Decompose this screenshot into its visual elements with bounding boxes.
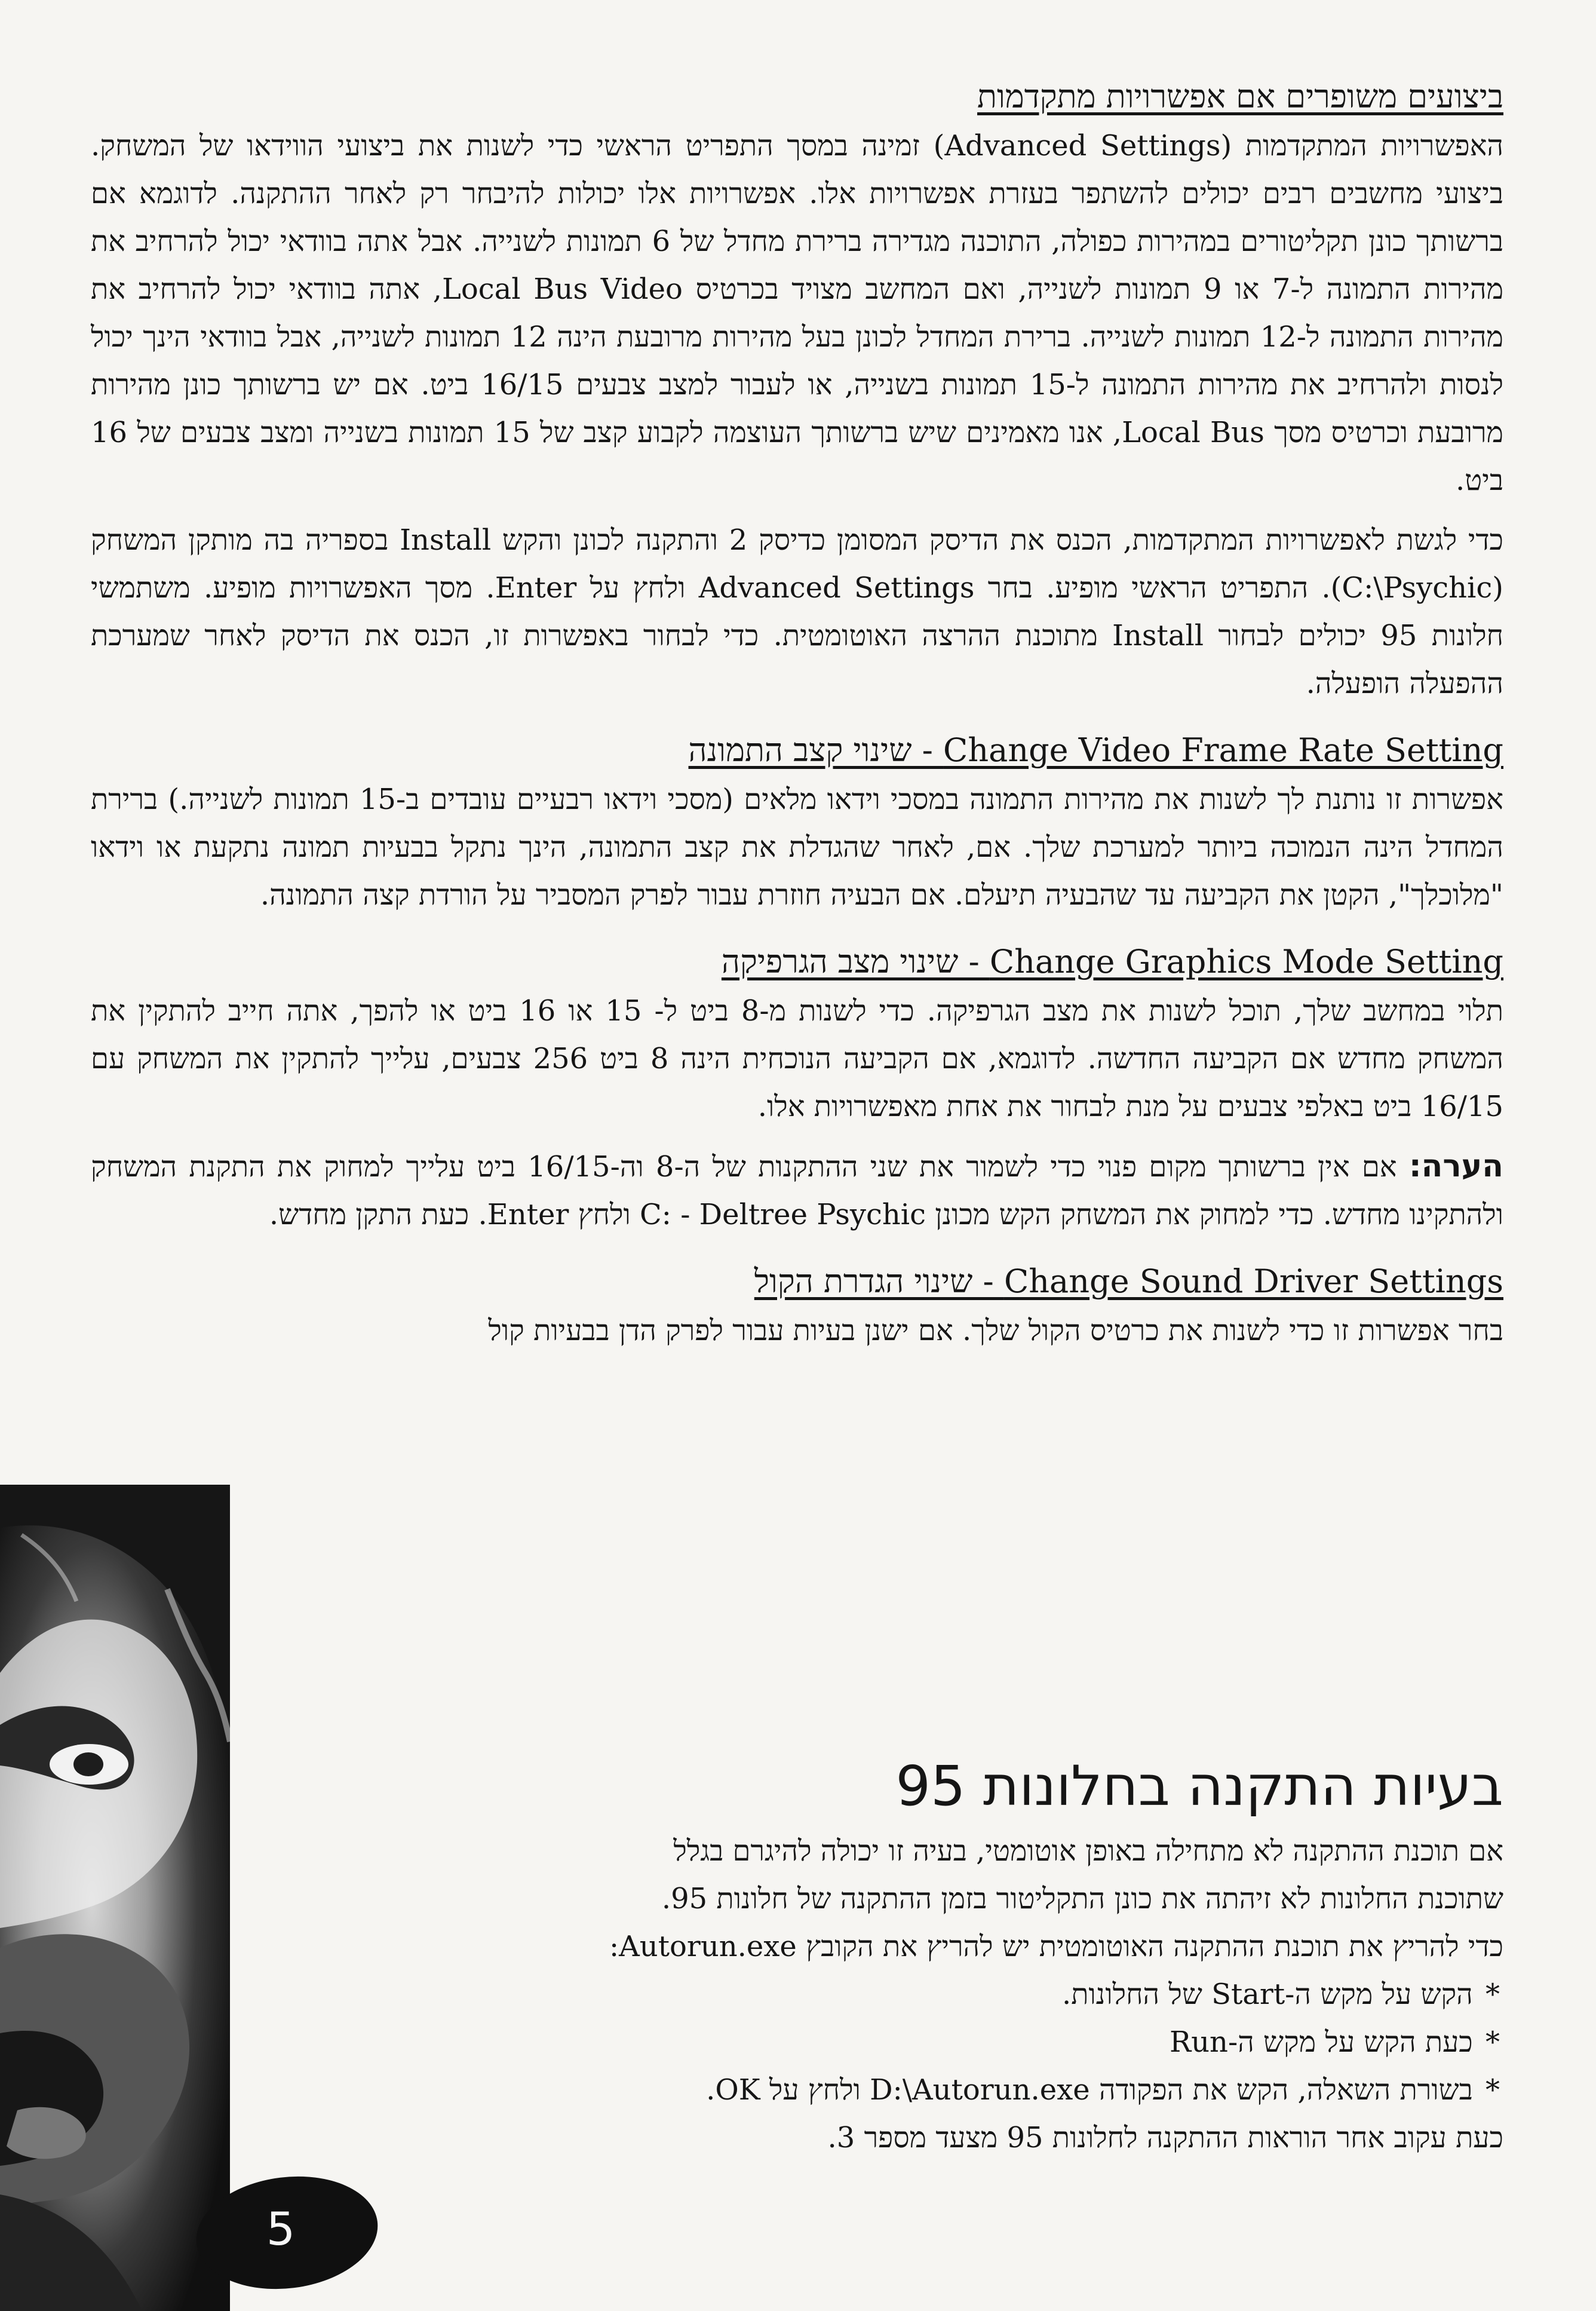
section-heading: ביצועים משופרים אם אפשרויות מתקדמות	[977, 78, 1503, 115]
main-text-column	[91, 72, 1503, 1372]
asterisk-bullet-icon: *	[1485, 1978, 1500, 2011]
sound-driver-paragraph: בחר אפשרות זו כדי לשנות את כרטיס הקול שלך. אם ישנן בעיות עבור לפרק הדן בבעיות קול	[488, 1314, 1503, 1347]
asterisk-bullet-icon: *	[1485, 2073, 1500, 2107]
step-text: בשורת השאלה, הקש את הפקודה D:\Autorun.exe ולחץ על OK.	[706, 2073, 1473, 2107]
windows95-installation-section	[213, 1751, 1503, 2162]
advanced-settings-paragraph-2: כדי לגשת לאפשרויות המתקדמות, הכנס את הדיסק המסומן כדיסק 2 והתקנה לכונן והקש Install בספריה בה מותקן המשחק (C:\Psychic). התפריט הראשי מופיע. בחר Advanced Settings ולחץ על Enter. מסך האפשרויות מופיע. משתמשי חלונות 95 יכולים לבחור Install מתוכנת ההרצה האוטומטית. כדי לבחור באפשרות זו, הכנס את הדיסק לאחר שמערכת ההפעלה הופעלה.	[91, 523, 1504, 700]
sound-driver-section	[91, 1256, 1503, 1354]
note-label: הערה:	[1408, 1148, 1503, 1184]
installation-steps	[213, 1970, 1503, 2114]
step-command	[213, 2066, 1503, 2114]
step-text: כעת הקש על מקש ה-Run	[1169, 2025, 1473, 2059]
final-instruction: כעת עקוב אחר הוראות ההתקנה לחלונות 95 מצעד מספר 3.	[827, 2121, 1503, 2154]
step-start	[213, 1970, 1503, 2018]
step-text: הקש על מקש ה-Start של החלונות.	[1061, 1978, 1473, 2011]
windows95-intro-line-2: שתוכנת החלונות לא זיהתה את כונן התקליטור בזמן ההתקנה של חלונות 95.	[661, 1882, 1503, 1915]
video-frame-rate-section	[91, 725, 1503, 919]
windows95-intro-line-3: כדי להריץ את תוכנת ההתקנה האוטומטית יש להריץ את הקובץ Autorun.exe:	[609, 1930, 1503, 1963]
face-illustration-icon	[0, 1485, 230, 2311]
windows95-heading: בעיות התקנה בחלונות 95	[895, 1754, 1503, 1818]
graphics-mode-paragraph: תלוי במחשב שלך, תוכל לשנות את מצב הגרפיקה. כדי לשנות מ-8 ביט ל- 15 או 16 ביט או להפך, אתה חייב להתקין את המשחק מחדש אם הקביעה החדשה. לדוגמא, אם הקביעה הנוכחית הינה 8 ביט 256 צבעים, עלייך להתקין את המשחק עם 16/15 ביט באלפי צבעים על מנת לבחור את אחת מאפשרויות אלו.	[91, 994, 1504, 1123]
note-text: אם אין ברשותך מקום פנוי כדי לשמור את שני ההתקנות של ה-8 וה-16/15 ביט עלייך למחוק את התקנת המשחק ולהתקינו מחדש. כדי למחוק את המשחק הקש מכונן C: - Deltree Psychic ולחץ Enter. כעת התקן מחדש.	[91, 1150, 1503, 1231]
section-heading: Change Sound Driver Settings - שינוי הגדרת הקול	[754, 1262, 1503, 1300]
page-number: 5	[266, 2202, 296, 2255]
video-frame-rate-paragraph: אפשרות זו נותנת לך לשנות את מהירות התמונה במסכי וידאו מלאים (מסכי וידאו רבעיים עובדים ב-15 תמונות לשנייה.) ברירת המחדל הינה הנמוכה ביותר למערכת שלך. אם, לאחר שהגדלת את קצב התמונה, הינך נתקל בבעיות תמונה נתקעת או וידאו "מלוכלך", הקטן את הקביעה עד שהבעיה תיעלם. אם הבעיה חוזרת עבור לפרק המסביר על הורדת קצה התמונה.	[91, 783, 1504, 912]
install-note	[91, 1142, 1503, 1239]
section-heading: Change Graphics Mode Setting - שינוי מצב הגרפיקה	[721, 943, 1503, 980]
windows95-intro-line-1: אם תוכנת ההתקנה לא מתחילה באופן אוטומטי, בעיה זו יכולה להיגרם בגלל	[673, 1834, 1503, 1868]
section-heading: Change Video Frame Rate Setting - שינוי קצב התמונה	[688, 731, 1503, 769]
step-run	[213, 2018, 1503, 2066]
advanced-settings-section	[91, 72, 1503, 707]
dark-face-illustration	[0, 1485, 230, 2311]
graphics-mode-section	[91, 937, 1503, 1239]
advanced-settings-paragraph-1: האפשרויות המתקדמות (Advanced Settings) זמינה במסך התפריט הראשי כדי לשנות את ביצועי הווידאו של המשחק. ביצועי מחשבים רבים יכולים להשתפר בעזרת אפשרויות אלו. אפשרויות אלו יכולות להיבחר רק לאחר ההתקנה. לדוגמא אם ברשותך כונן תקליטורים במהירות כפולה, התוכנה מגדירה ברירת מחדל של 6 תמונות לשנייה. אבל אתה בוודאי יכול להרחיב את מהירות התמונה ל-7 או 9 תמונות לשנייה, ואם המחשב מצויד בכרטיס Local Bus Video, אתה בוודאי יכול להרחיב את מהירות התמונה ל-12 תמונות לשנייה. ברירת המחדל לכונן בעל מהירות מרובעת הינה 12 תמונות לשנייה, אבל בוודאי הינך יכול לנסות ולהרחיב את מהירות התמונה ל-15 תמונות בשנייה, או לעבור למצב צבעים 16/15 ביט. אם יש ברשותך כונן מהירות מרובעת וכרטיס מסך Local Bus, אנו מאמינים שיש ברשותך העוצמה לקבוע קצב של 15 תמונות בשנייה ומצב צבעים של 16 ביט.	[91, 129, 1504, 497]
asterisk-bullet-icon: *	[1485, 2025, 1500, 2059]
